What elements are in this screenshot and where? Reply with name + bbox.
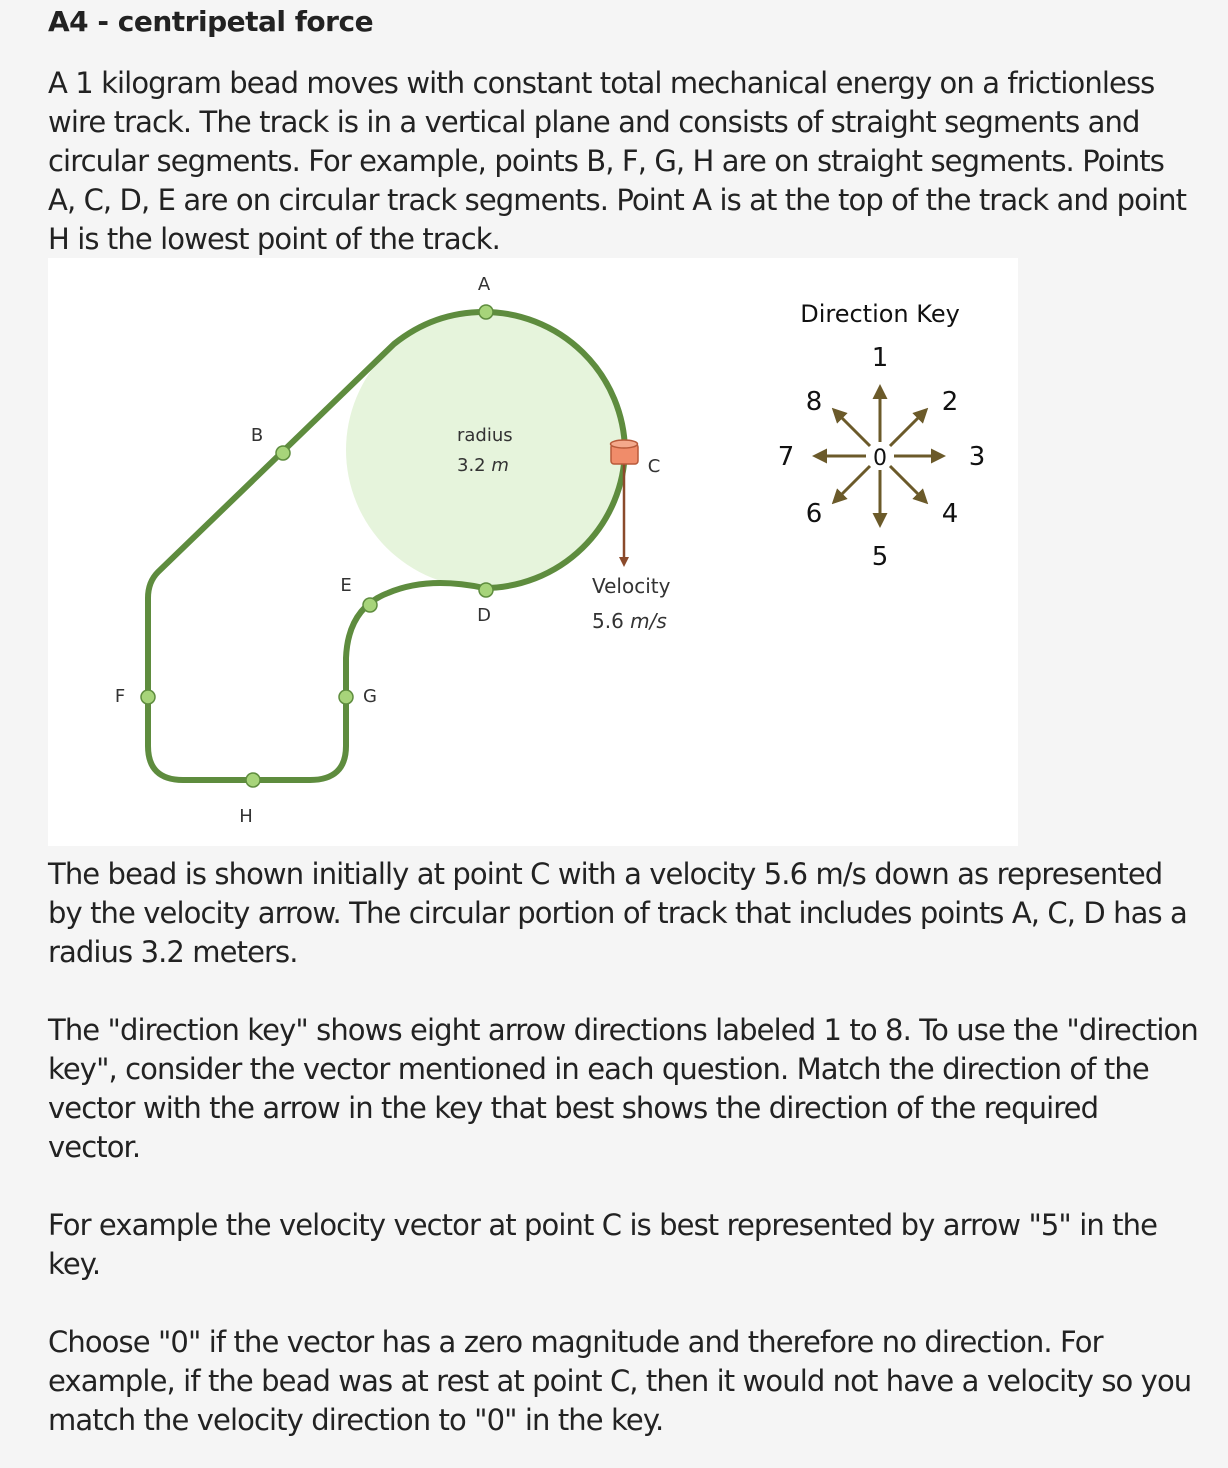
track-diagram <box>48 258 1018 846</box>
radius-label: radius <box>457 425 513 446</box>
key-arrow-6 <box>836 466 870 500</box>
label-c: C <box>647 456 661 477</box>
key-label-6: 6 <box>805 499 823 529</box>
example-paragraph: For example the velocity vector at point C is best represented by arrow "5" in the key. <box>48 1208 1158 1281</box>
label-b: B <box>250 425 264 446</box>
velocity-value: 5.6 m/s <box>592 609 667 633</box>
key-label-0: 0 <box>873 446 887 471</box>
key-label-1: 1 <box>871 343 889 373</box>
key-label-2: 2 <box>941 387 959 417</box>
bead <box>611 440 639 464</box>
point-d <box>479 583 493 597</box>
direction-key <box>778 300 986 572</box>
point-g <box>339 690 353 704</box>
point-a <box>479 305 493 319</box>
key-arrow-8 <box>836 412 870 446</box>
label-f: F <box>114 686 126 707</box>
point-e <box>363 598 377 612</box>
velocity-description-paragraph: The bead is shown initially at point C with a velocity 5.6 m/s down as represented by the velocity arrow. The circular portion of track that includes points A, C, D has a radius 3.2 meters. <box>48 857 1187 969</box>
intro-paragraph: A 1 kilogram bead moves with constant total mechanical energy on a frictionless wire track. The track is in a vertical plane and consists of straight segments and circular segments. For example, points B, F, G, H are on straight segments. Points A, C, D, E are on circular track segments. Point A is at the top of the track and point H is the lowest point of the track. <box>48 66 1187 256</box>
label-a: A <box>477 274 491 295</box>
velocity-label: Velocity <box>592 574 671 598</box>
label-d: D <box>477 605 491 626</box>
point-f <box>141 690 155 704</box>
radius-value: 3.2 m <box>457 455 509 476</box>
label-g: G <box>363 686 377 707</box>
point-h <box>246 773 260 787</box>
key-label-8: 8 <box>805 387 823 417</box>
key-label-4: 4 <box>941 499 959 529</box>
track-figure <box>48 258 1018 846</box>
key-arrow-2 <box>890 412 924 446</box>
key-title: Direction Key <box>800 300 960 328</box>
direction-key-instructions-paragraph: The "direction key" shows eight arrow directions labeled 1 to 8. To use the "direction key", consider the vector mentioned in each question. Match the direction of the vector with the arrow in the key that best shows the direction of the required vector. <box>48 1013 1198 1164</box>
key-arrow-4 <box>890 466 924 500</box>
point-b <box>276 446 290 460</box>
key-label-5: 5 <box>871 542 889 572</box>
zero-magnitude-paragraph: Choose "0" if the vector has a zero magnitude and therefore no direction. For example, if the bead was at rest at point C, then it would not have a velocity so you match the velocity direction to "0" in the key. <box>48 1325 1192 1437</box>
key-label-7: 7 <box>777 442 795 472</box>
key-label-3: 3 <box>968 442 986 472</box>
page-title: A4 - centripetal force <box>48 5 374 38</box>
label-h: H <box>239 806 253 827</box>
label-e: E <box>340 575 352 596</box>
